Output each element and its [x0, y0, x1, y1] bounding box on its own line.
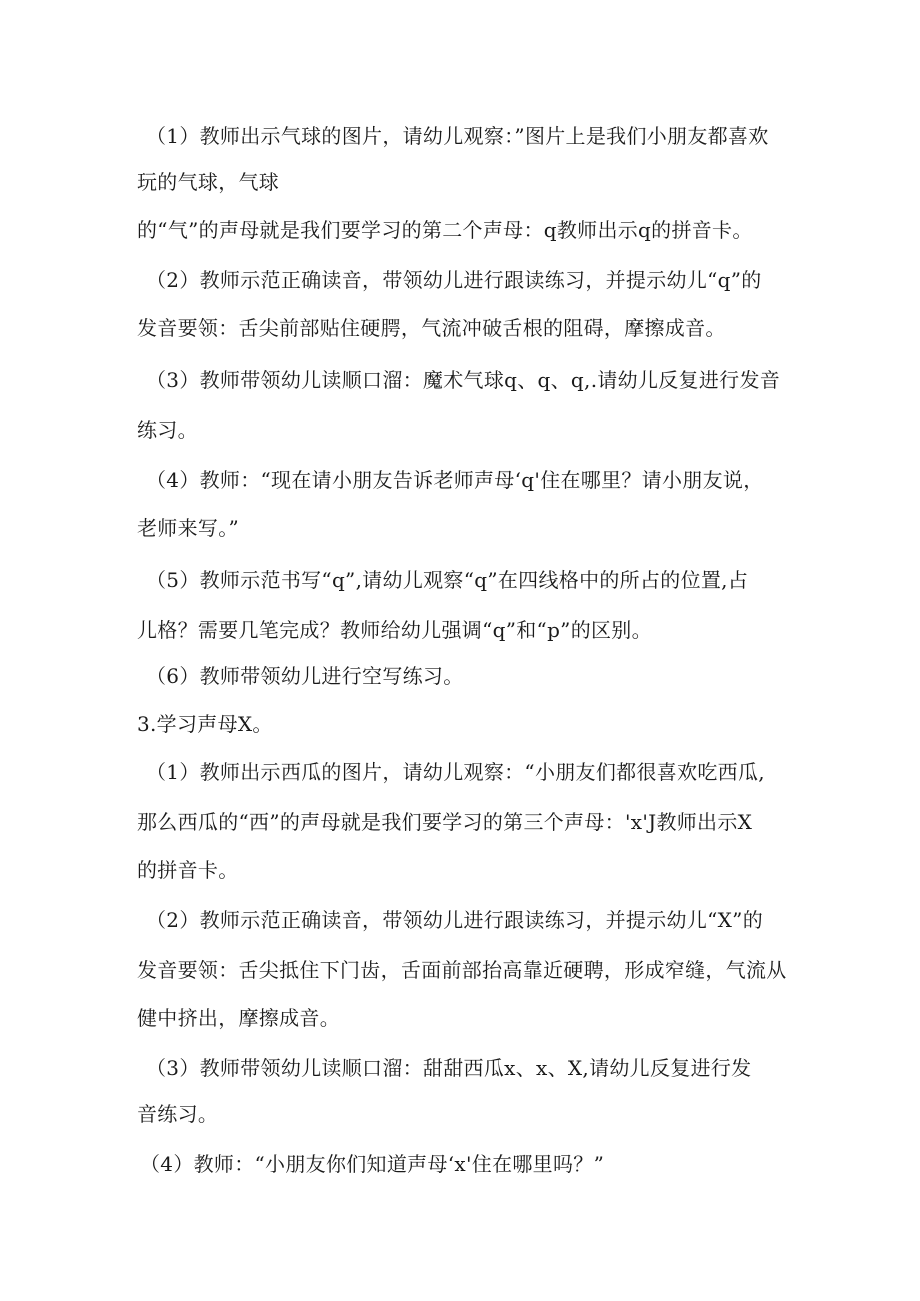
text-line-6: （3）教师带领幼儿读顺口溜：魔术气球q、q、q,.请幼儿反复进行发音 [146, 368, 781, 392]
text-line-4: （2）教师示范正确读音，带领幼儿进行跟读练习，并提示幼儿“q”的 [146, 268, 762, 292]
text-line-17: （2）教师示范正确读音，带领幼儿进行跟读练习，并提示幼儿“X”的 [146, 908, 764, 932]
text-line-1: （1）教师出示气球的图片，请幼儿观察：”图片上是我们小朋友都喜欢 [146, 124, 769, 148]
text-line-18: 发音要领：舌尖抵住下门齿，舌面前部抬高靠近硬聘，形成窄缝，气流从 [137, 958, 787, 982]
text-line-14: （1）教师出示西瓜的图片，请幼儿观察：“小朋友们都很喜欢吃西瓜, [146, 760, 765, 784]
text-line-15: 那么西瓜的“西”的声母就是我们要学习的第三个声母：'x'J教师出示X [137, 810, 753, 834]
text-line-7: 练习。 [137, 418, 198, 442]
text-line-2: 玩的气球，气球 [137, 170, 280, 194]
text-line-16: 的拼音卡。 [137, 858, 239, 882]
text-line-9: 老师来写。” [137, 516, 240, 540]
text-line-3: 的“气”的声母就是我们要学习的第二个声母：q教师出示q的拼音卡。 [137, 218, 753, 242]
text-line-20: （3）教师带领幼儿读顺口溜：甜甜西瓜x、x、X,请幼儿反复进行发 [146, 1056, 752, 1080]
text-line-11: 儿格？需要几笔完成？教师给幼儿强调“q”和“p”的区别。 [137, 618, 652, 642]
text-line-21: 音练习。 [137, 1102, 219, 1126]
text-line-12: （6）教师带领幼儿进行空写练习。 [146, 664, 464, 688]
text-line-22: （4）教师：“小朋友你们知道声母‘x'住在哪里吗？” [140, 1152, 605, 1176]
section-heading: 3.学习声母X。 [137, 712, 273, 736]
text-line-19: 健中挤出，摩擦成音。 [137, 1006, 340, 1030]
text-line-8: （4）教师：“现在请小朋友告诉老师声母‘q'住在哪里？请小朋友说， [146, 468, 764, 492]
text-line-10: （5）教师示范书写“q”,请幼儿观察“q”在四线格中的所占的位置,占 [146, 568, 749, 592]
text-line-5: 发音要领：舌尖前部贴住硬腭，气流冲破舌根的阻碍，摩擦成音。 [137, 316, 726, 340]
